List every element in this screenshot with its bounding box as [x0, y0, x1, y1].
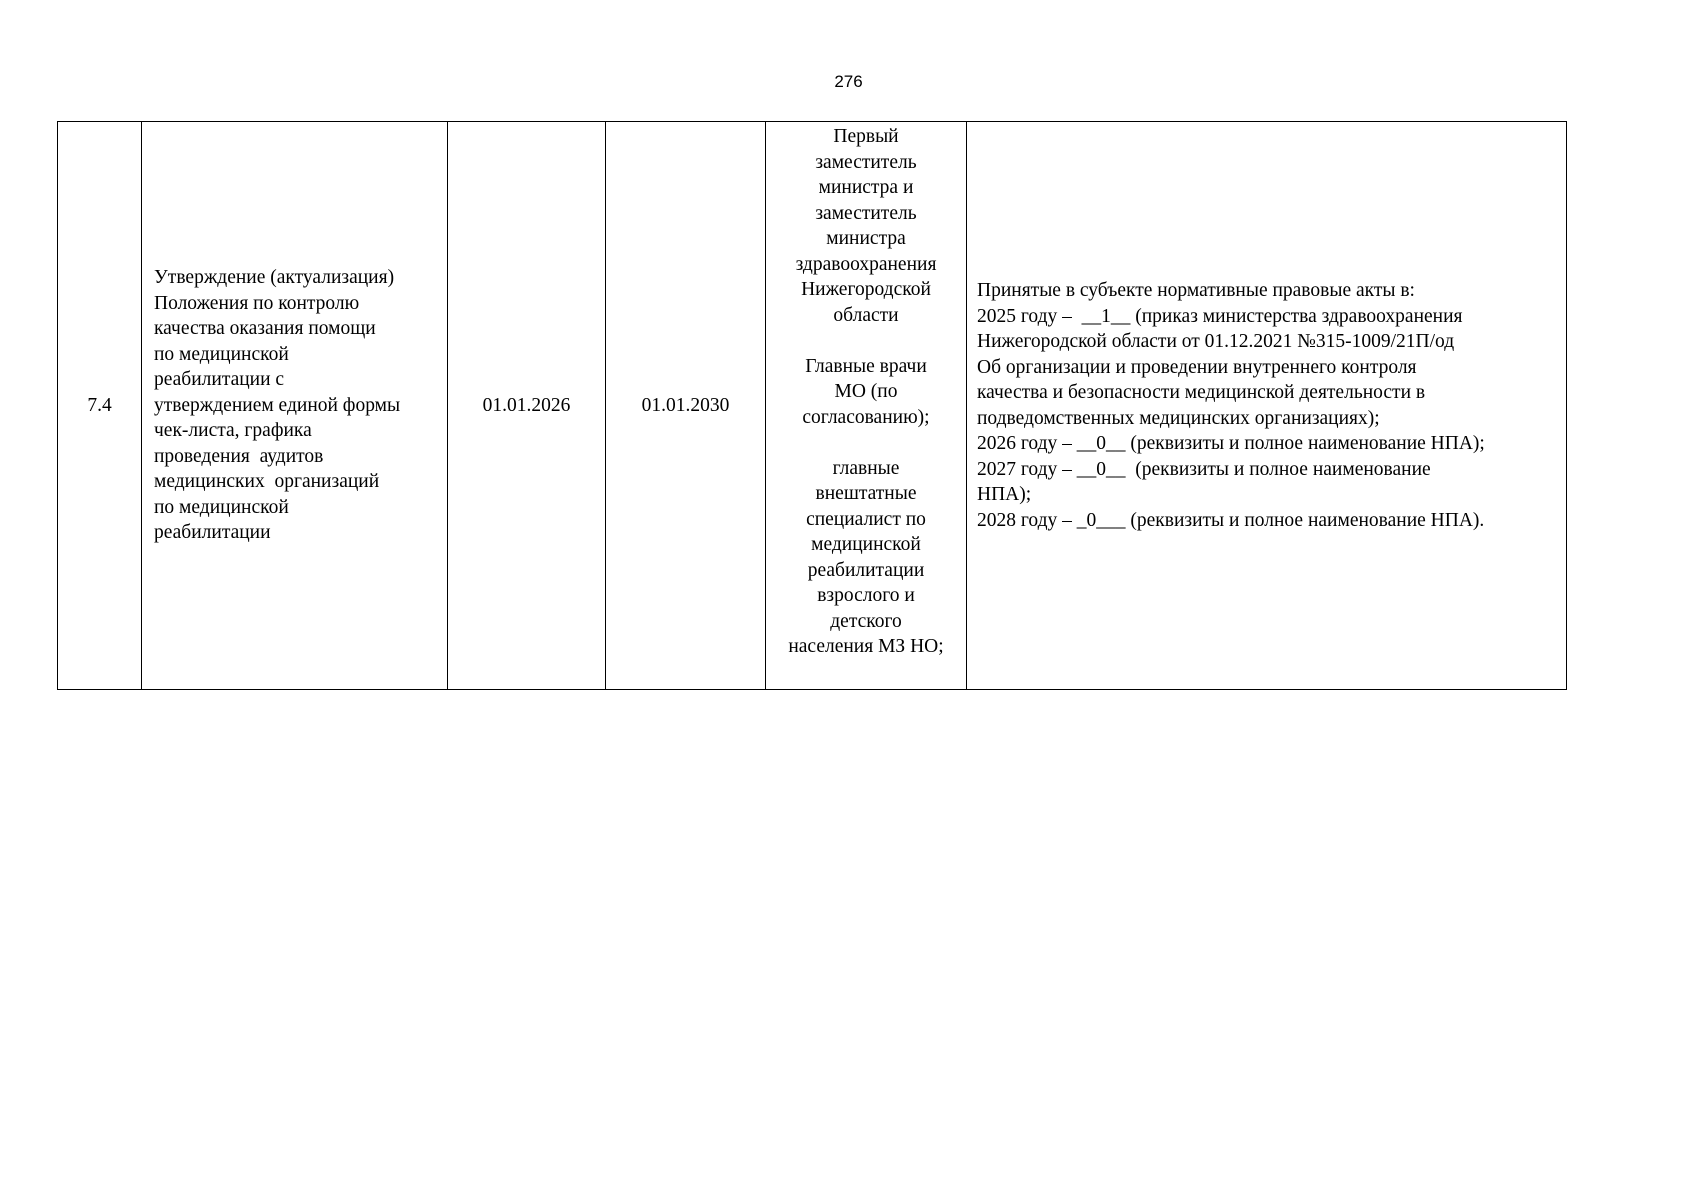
start-date-cell: [448, 122, 606, 690]
result-line: Об организации и проведении внутреннего контроля: [977, 356, 1417, 378]
action-line: медицинских организаций: [154, 471, 380, 493]
action-line: чек-листа, графика: [154, 420, 312, 442]
responsible-line: МО (по: [834, 381, 898, 402]
responsible-line: населения МЗ НО;: [788, 636, 944, 657]
responsible-line: заместитель: [815, 151, 917, 173]
action-cell: [142, 122, 448, 690]
responsible-line: здравоохранения: [795, 253, 937, 275]
responsible-line: Нижегородской: [801, 279, 931, 300]
result-line: подведомственных медицинских организациях);: [977, 407, 1380, 429]
responsible-line: Первый: [833, 126, 899, 147]
responsible-line: детского: [830, 610, 902, 632]
responsible-line: внештатные: [815, 483, 917, 504]
action-line: качества оказания помощи: [154, 318, 376, 340]
responsible-line: взрослого и: [817, 585, 915, 606]
result-line: Нижегородской области от 01.12.2021 №315-1009/21П/од: [977, 331, 1455, 352]
result-line: НПА);: [977, 484, 1032, 505]
action-line: реабилитации с: [154, 369, 285, 391]
table-row: [58, 122, 1567, 690]
result-line: 2026 году – __0__ (реквизиты и полное наименование НПА);: [977, 433, 1485, 454]
responsible-line: области: [833, 304, 899, 326]
responsible-line: медицинской: [811, 534, 921, 555]
responsible-line: заместитель: [815, 202, 917, 224]
action-line: Утверждение (актуализация): [154, 267, 395, 289]
action-line: Положения по контролю: [154, 292, 360, 314]
row-number-cell: [58, 122, 142, 690]
responsible-line: Главные врачи: [805, 355, 927, 377]
responsible-line: реабилитации: [807, 559, 925, 581]
result-line: Принятые в субъекте нормативные правовые акты в:: [977, 280, 1415, 301]
responsible-cell: [766, 122, 967, 690]
page-number: 276: [834, 72, 863, 91]
end-date-cell: [606, 122, 766, 690]
action-line: утверждением единой формы: [154, 394, 401, 416]
action-line: по медицинской: [154, 343, 289, 365]
spacer: [766, 328, 966, 354]
spacer: [766, 430, 966, 456]
responsible-line: согласованию);: [802, 406, 930, 428]
result-line: 2025 году – __1__ (приказ министерства здравоохранения: [977, 305, 1463, 327]
responsible-line: министра: [826, 228, 906, 249]
action-line: проведения аудитов: [154, 445, 324, 467]
end-date: 01.01.2030: [641, 394, 730, 416]
result-line: 2027 году – __0__ (реквизиты и полное наименование: [977, 458, 1431, 480]
row-number: 7.4: [87, 394, 112, 416]
responsible-line: министра и: [818, 177, 914, 198]
action-line: реабилитации: [154, 522, 271, 544]
result-line: 2028 году – _0___ (реквизиты и полное наименование НПА).: [977, 509, 1485, 531]
start-date: 01.01.2026: [482, 394, 571, 416]
plan-table: [57, 121, 1567, 690]
responsible-line: специалист по: [806, 508, 926, 530]
result-line: качества и безопасности медицинской деятельности в: [977, 382, 1426, 403]
responsible-line: главные: [832, 457, 900, 479]
action-line: по медицинской: [154, 496, 289, 518]
result-cell: [967, 122, 1567, 690]
